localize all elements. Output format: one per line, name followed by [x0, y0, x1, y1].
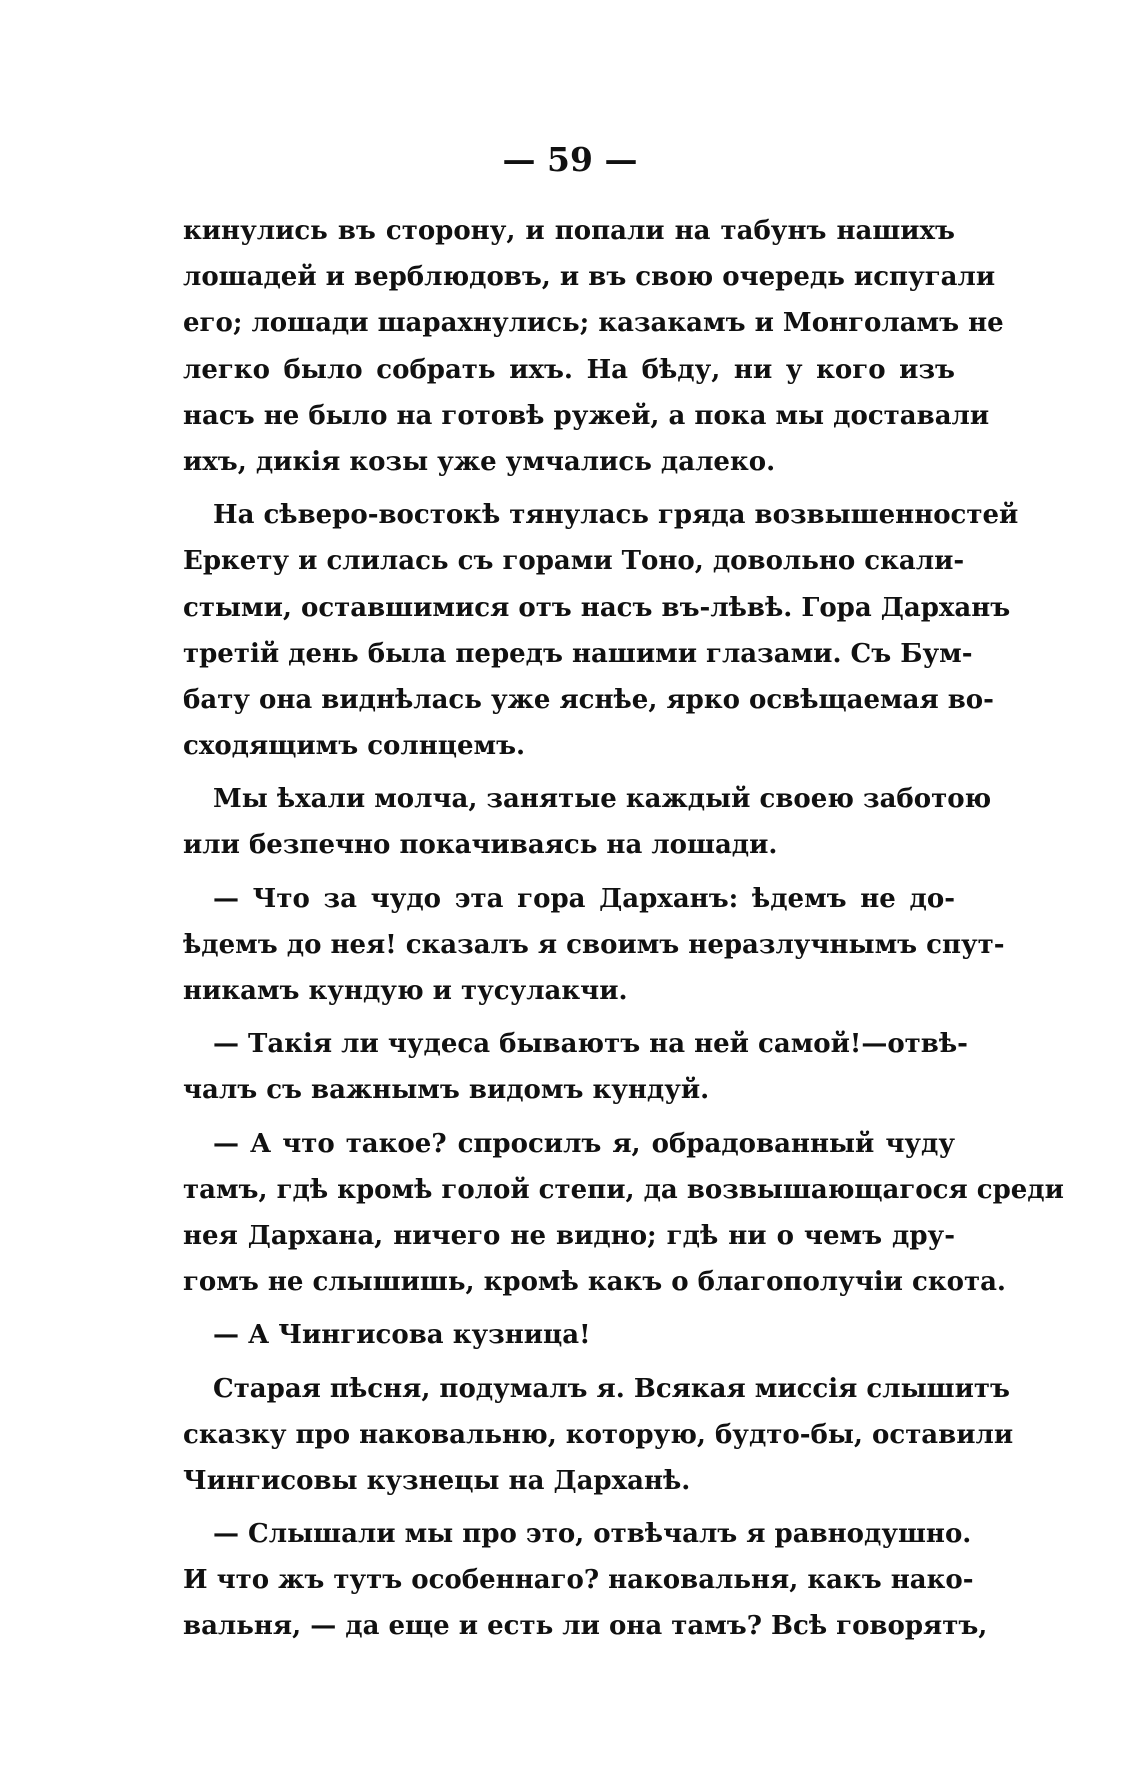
text-line: — Слышали мы про это, отвѣчалъ я равнодушно.	[213, 1519, 972, 1550]
text-line: стыми, оставшимися отъ насъ въ-лѣвѣ. Гора Дарханъ	[183, 592, 1011, 623]
text-line: его; лошади шарахнулись; казакамъ и Монголамъ не	[183, 308, 1004, 339]
paragraph	[183, 208, 1004, 485]
text-line: сказку про наковальню, которую, будто-бы, оставили	[183, 1419, 1014, 1450]
dialogue-paragraph	[183, 1121, 1064, 1306]
text-line: Старая пѣсня, подумалъ я. Всякая миссія слышитъ	[213, 1373, 1010, 1404]
page-number: — 59 —	[502, 140, 638, 179]
text-line: Еркету и слилась съ горами Тоно, довольно скали-	[183, 546, 965, 577]
text-line: легко было собрать ихъ. На бѣду, ни у кого изъ	[183, 354, 955, 385]
text-line: лошадей и верблюдовъ, и въ свою очередь испугали	[183, 262, 996, 293]
text-line: третій день была передъ нашими глазами. Съ Бум-	[183, 638, 973, 669]
text-line: тамъ, гдѣ кромѣ голой степи, да возвышающагося среди	[183, 1174, 1064, 1205]
text-line: На сѣверо-востокѣ тянулась гряда возвышенностей	[213, 500, 1019, 531]
dialogue-paragraph	[183, 1511, 988, 1650]
text-line: ѣдемъ до нея! сказалъ я своимъ неразлучнымъ спут-	[183, 929, 1005, 960]
text-line: кинулись въ сторону, и попали на табунъ нашихъ	[183, 216, 955, 246]
text-line: сходящимъ солнцемъ.	[183, 731, 526, 762]
text-line: — А Чингисова кузница!	[213, 1320, 591, 1351]
text-line: — Такія ли чудеса бываютъ на ней самой!—отвѣ-	[213, 1029, 968, 1060]
text-line: Чингисовы кузнецы на Дарханѣ.	[183, 1465, 691, 1496]
text-line: вальня, — да еще и есть ли она тамъ? Всѣ говорятъ,	[183, 1611, 988, 1642]
text-line: гомъ не слышишь, кромѣ какъ о благополучіи скота.	[183, 1267, 1006, 1298]
paragraph	[183, 1366, 1014, 1505]
body-text	[183, 208, 1064, 1657]
paragraph	[183, 492, 1019, 769]
dialogue-paragraph	[183, 1312, 955, 1358]
text-line: никамъ кундую и тусулакчи.	[183, 976, 628, 1006]
text-line: — Что за чудо эта гора Дарханъ: ѣдемъ не до-	[213, 883, 955, 914]
paragraph	[183, 776, 992, 868]
text-line: И что жъ тутъ особеннаго? наковальня, какъ нако-	[183, 1565, 974, 1596]
dialogue-paragraph	[183, 1021, 968, 1113]
text-line: чалъ съ важнымъ видомъ кундуй.	[183, 1075, 710, 1106]
text-line: Мы ѣхали молча, занятые каждый своею заботою	[213, 784, 992, 815]
text-line: — А что такое? спросилъ я, обрадованный чуду	[213, 1128, 955, 1159]
text-line: насъ не было на готовѣ ружей, а пока мы доставали	[183, 400, 990, 431]
text-line: бату она виднѣлась уже яснѣе, ярко освѣщаемая во-	[183, 684, 994, 715]
text-line: ихъ, дикія козы уже умчались далеко.	[183, 446, 776, 477]
text-line: нея Дархана, ничего не видно; гдѣ ни о чемъ дру-	[183, 1220, 955, 1251]
dialogue-paragraph	[183, 876, 1005, 1015]
text-line: или безпечно покачиваясь на лошади.	[183, 830, 778, 861]
